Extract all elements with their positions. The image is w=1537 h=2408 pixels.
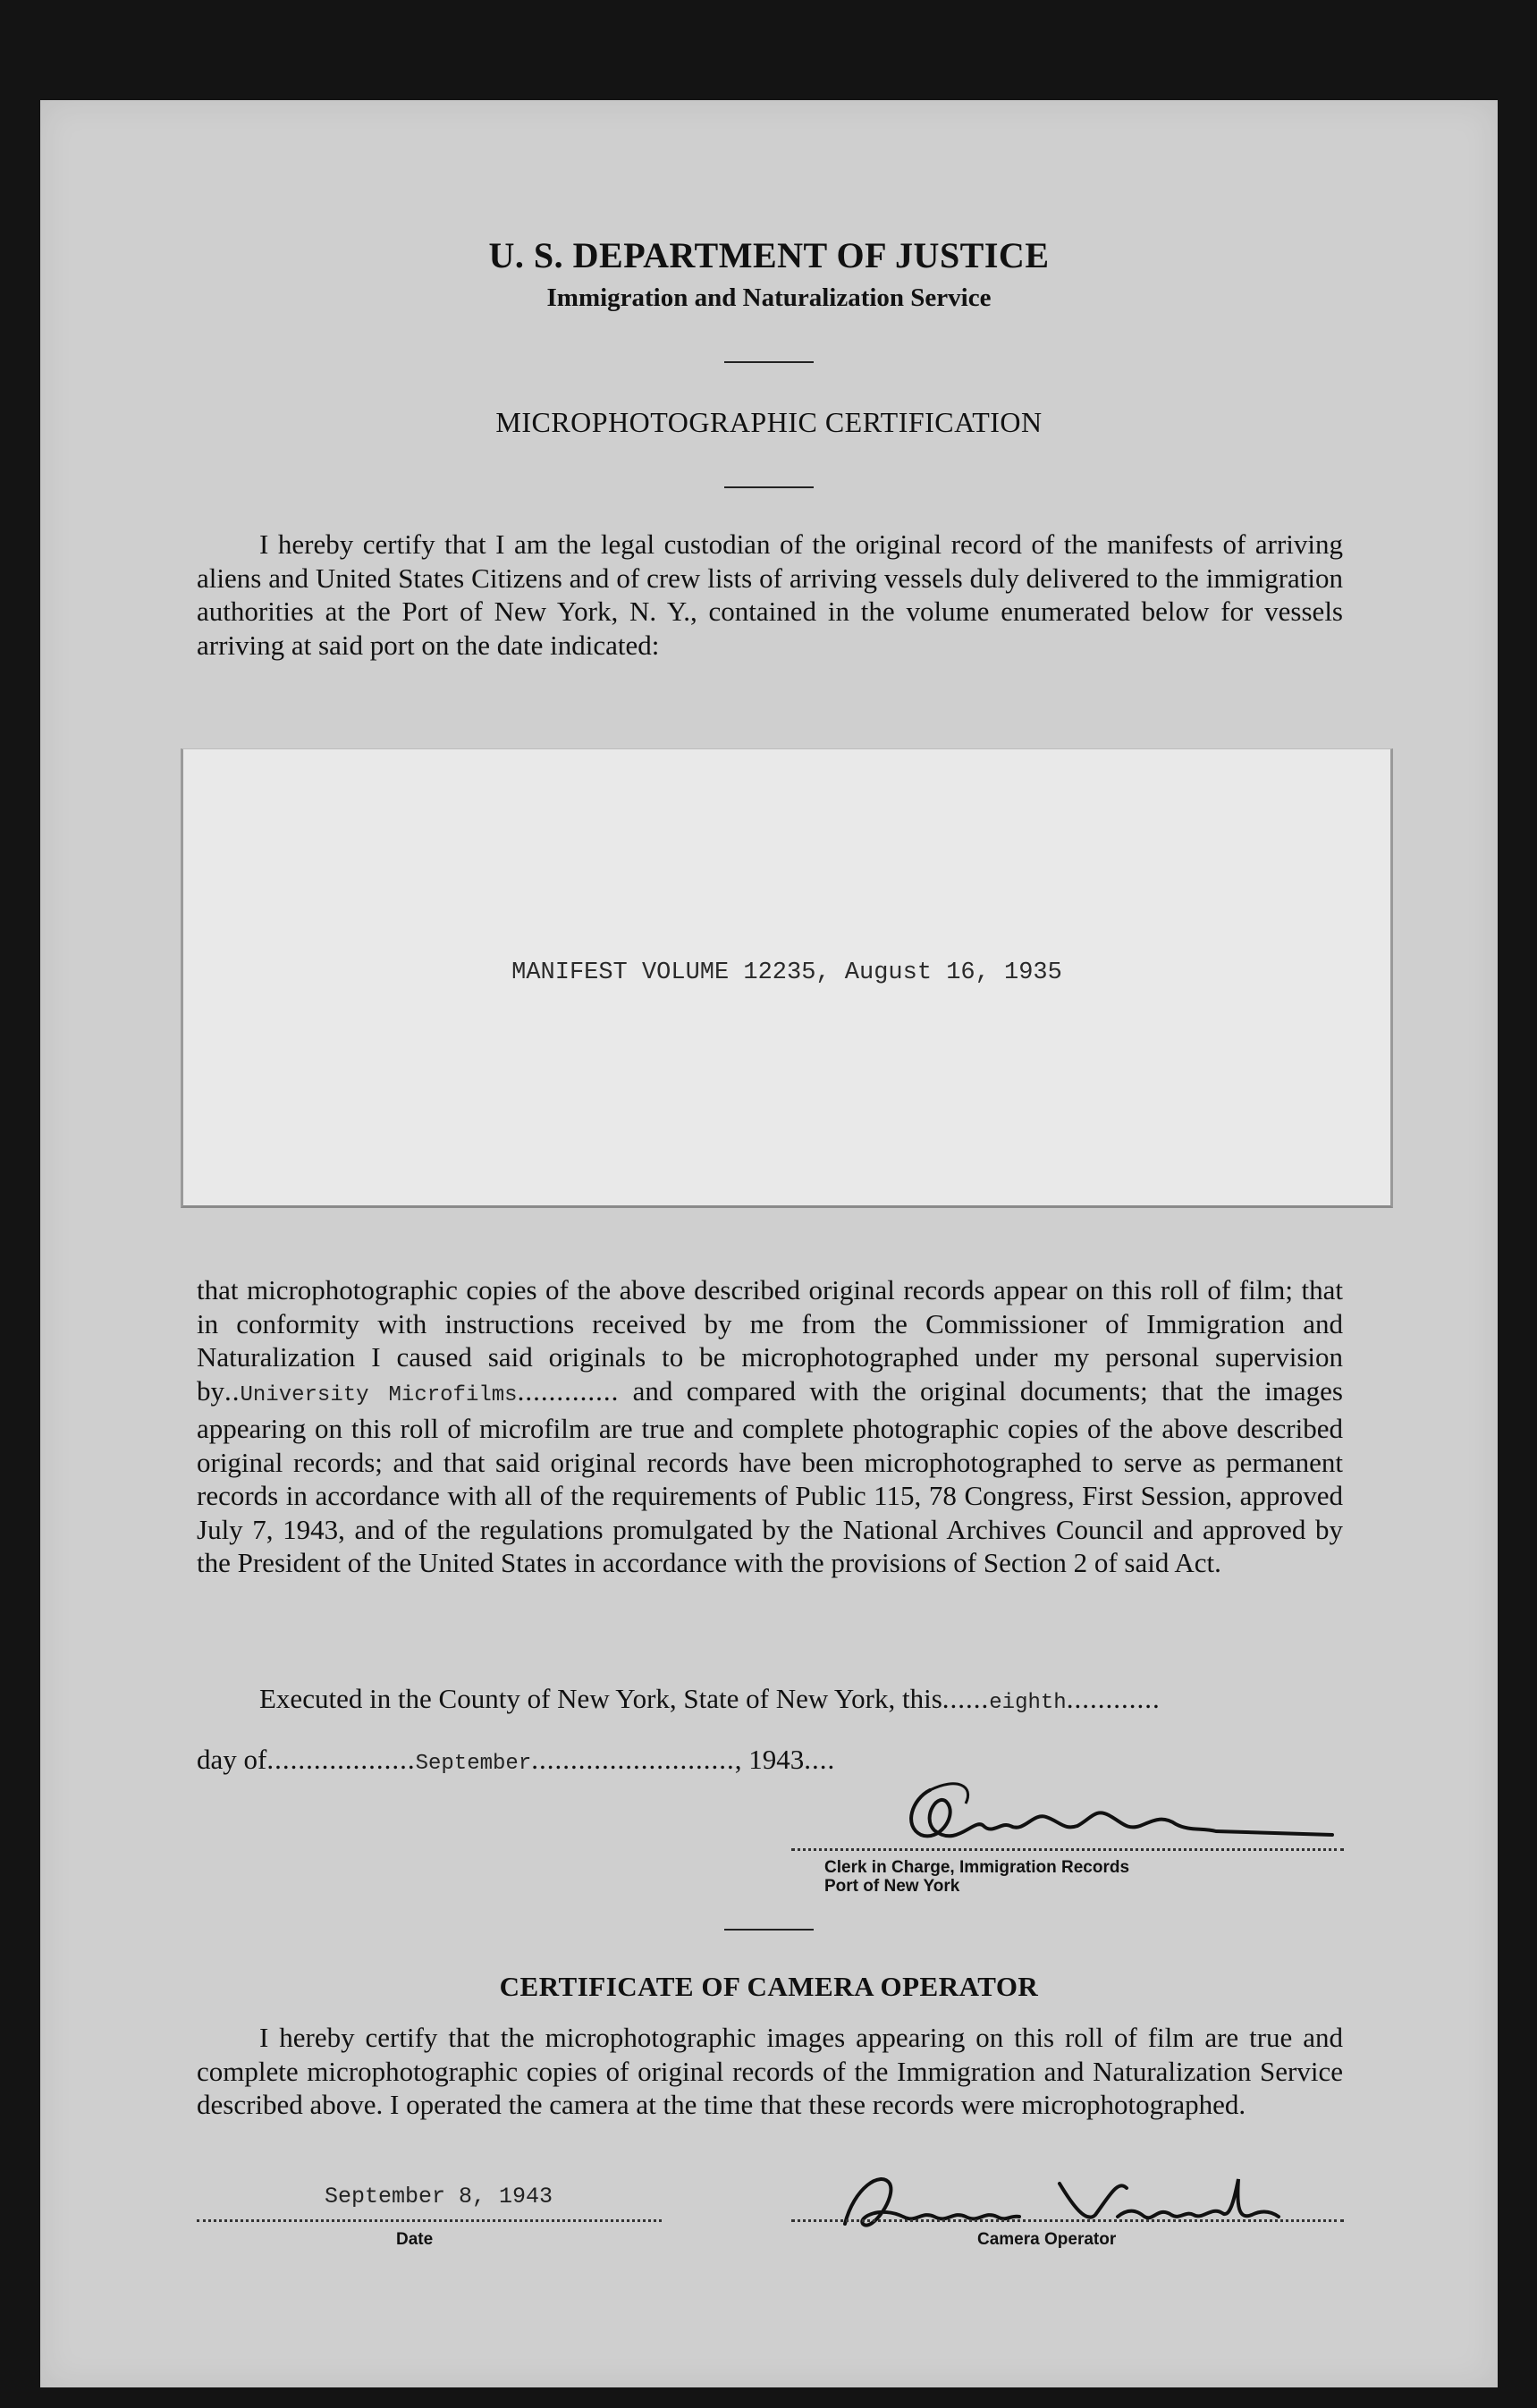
operator-signature-line bbox=[791, 2219, 1344, 2222]
dotted-leader: ...... bbox=[942, 1683, 990, 1714]
day-value: eighth bbox=[989, 1691, 1067, 1715]
clerk-title-line2: Port of New York bbox=[824, 1877, 960, 1896]
dotted-leader: .......................... bbox=[531, 1744, 735, 1775]
dotted-leader: .. bbox=[224, 1374, 241, 1407]
dotted-leader: .... bbox=[804, 1744, 836, 1775]
clerk-title-line1: Clerk in Charge, Immigration Records bbox=[824, 1858, 1130, 1877]
dotted-leader: ............ bbox=[1066, 1683, 1161, 1714]
executed-line bbox=[259, 1683, 1161, 1715]
service-subheading: Immigration and Naturalization Service bbox=[546, 283, 992, 312]
certificate-page bbox=[40, 100, 1498, 2387]
day-of-line bbox=[197, 1744, 835, 1776]
date-label: Date bbox=[396, 2230, 434, 2249]
certification-body bbox=[197, 1273, 1343, 1580]
year-prefix: , 194 bbox=[734, 1744, 790, 1775]
executed-text: Executed in the County of New York, State of New York, this bbox=[259, 1683, 942, 1714]
body-text-part1: that microphotographic copies of the above described original records appear on this roll of film; that in conformity with instructions received by me from the Commissioner of Immigration and Naturalization I caused said originals to be microphotographed under my personal supervision by bbox=[197, 1274, 1343, 1407]
divider bbox=[724, 486, 814, 488]
body-text-part2: and compared with the original documents; that the images appearing on this roll of microfilm are true and complete photographic copies of the above described original records; and that said original records have been microphotographed to serve as permanent records in accordance with all of the requirements of Public 115, 78 Congress, First Session, approved July 7, 1943, and of the regulations promulgated by the National Archives Council and approved by the President of the United States in accordance with the provisions of Section 2 of said Act. bbox=[197, 1374, 1343, 1578]
department-heading: U. S. DEPARTMENT OF JUSTICE bbox=[488, 235, 1050, 275]
dotted-leader: ............. bbox=[517, 1374, 620, 1407]
year-suffix: 3 bbox=[790, 1744, 805, 1775]
divider bbox=[724, 361, 814, 363]
month-value: September bbox=[415, 1752, 532, 1776]
day-of-label: day of bbox=[197, 1744, 267, 1775]
supervisor-value: University Microfilms bbox=[240, 1382, 518, 1407]
intro-paragraph: I hereby certify that I am the legal custodian of the original record of the manifests of arriving aliens and United States Citizens and of crew lists of arriving vessels duly delivered to the immigration authorities at the Port of New York, N. Y., contained in the volume enumerated below for vessels arriving at said port on the date indicated: bbox=[197, 528, 1343, 661]
camera-certificate-paragraph: I hereby certify that the microphotographic images appearing on this roll of film are true and complete microphotographic copies of original records of the Immigration and Naturalization Service described above. I operated the camera at the time that these records were microphotographed. bbox=[197, 2022, 1343, 2120]
date-line bbox=[197, 2219, 662, 2222]
camera-operator-label: Camera Operator bbox=[977, 2230, 1117, 2249]
manifest-label-box bbox=[181, 748, 1393, 1208]
clerk-signature-icon bbox=[894, 1763, 1341, 1862]
clerk-title bbox=[824, 1858, 1129, 1896]
certification-title: MICROPHOTOGRAPHIC CERTIFICATION bbox=[495, 406, 1043, 438]
manifest-label: MANIFEST VOLUME 12235, August 16, 1935 bbox=[511, 959, 1062, 986]
camera-date-value: September 8, 1943 bbox=[325, 2184, 553, 2209]
divider bbox=[724, 1929, 814, 1931]
camera-certificate-title: CERTIFICATE OF CAMERA OPERATOR bbox=[499, 1971, 1039, 2002]
clerk-signature-line bbox=[791, 1848, 1344, 1851]
dotted-leader: ................... bbox=[266, 1744, 416, 1775]
